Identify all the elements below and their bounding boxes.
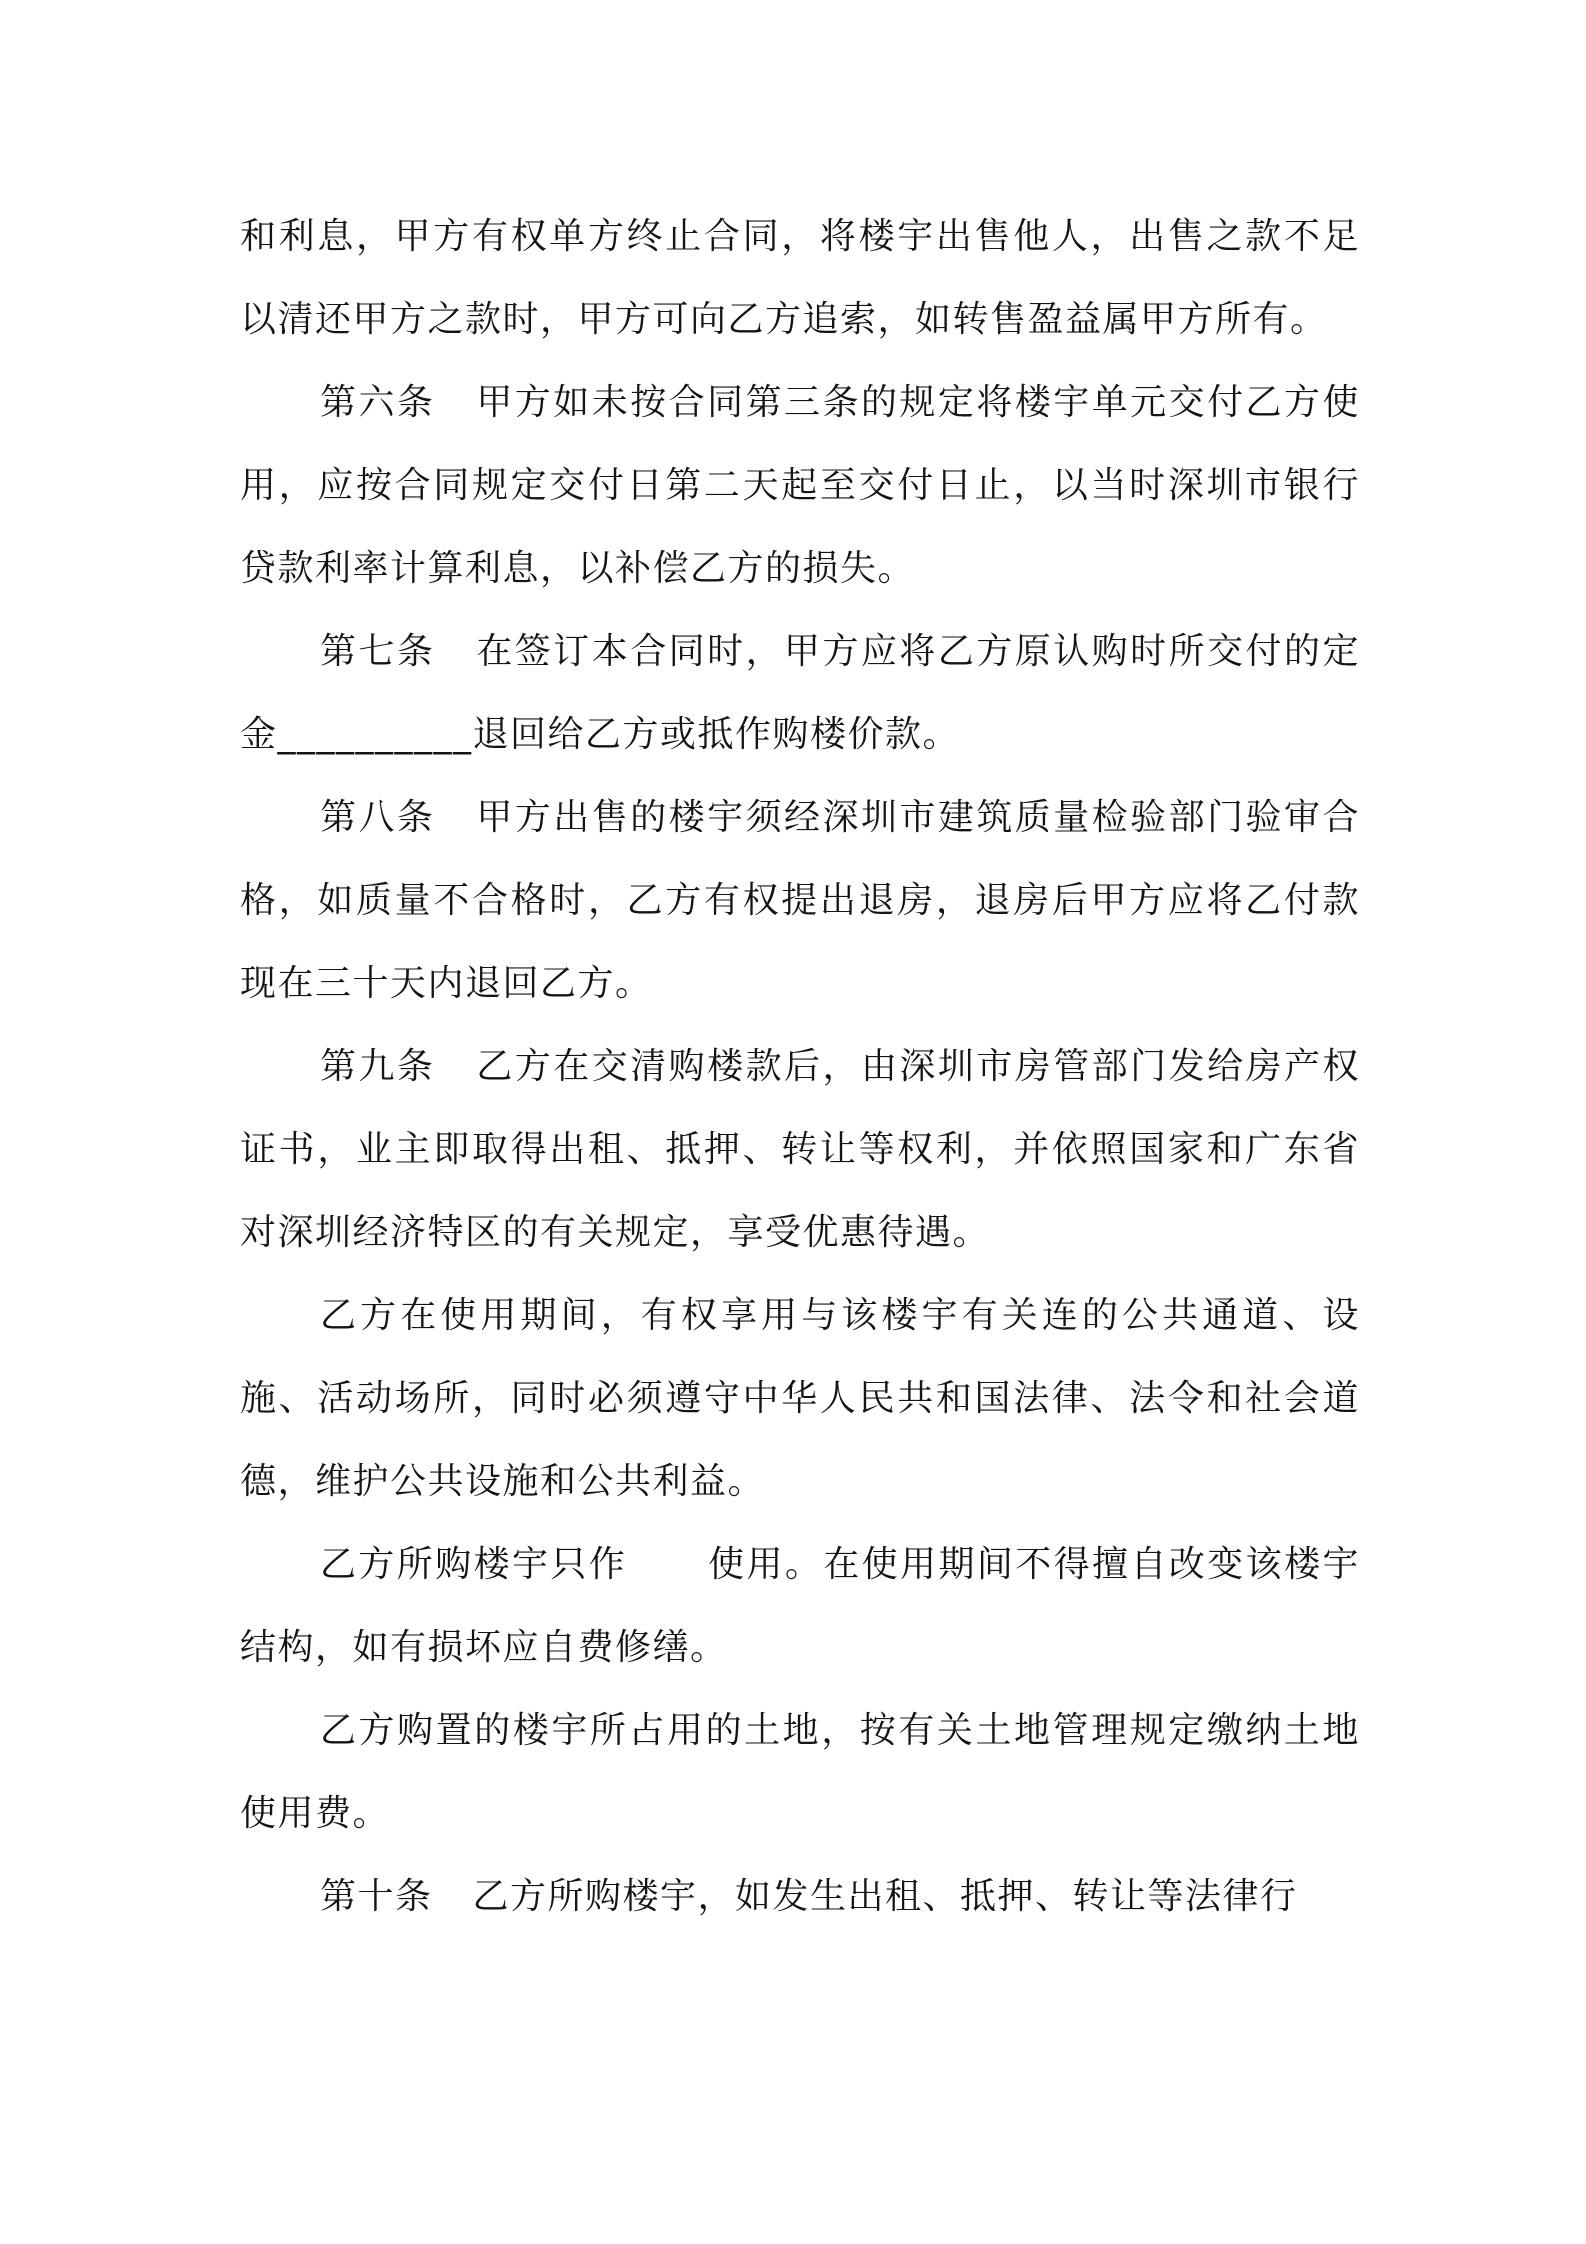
article-number: 第七条 (320, 631, 436, 672)
article-number: 第十条 (320, 1876, 433, 1917)
article-7 (240, 610, 1360, 776)
paragraph-usage-purpose (240, 1523, 1360, 1689)
article-10 (240, 1855, 1360, 1938)
article-text: 乙方所购楼宇，如发生出租、抵押、转让等法律行 (472, 1876, 1298, 1917)
article-9 (240, 1025, 1360, 1274)
paragraph-usage-rights (240, 1274, 1360, 1523)
paragraph-continued (240, 195, 1360, 361)
article-8 (240, 776, 1360, 1025)
article-6 (240, 361, 1360, 610)
article-text: 乙方在交清购楼款后，由深圳市房管部门发给房产权证书，业主即取得出租、抵押、转让等权利，并依照国家和广东省对深圳经济特区的有关规定，享受优惠待遇。 (240, 1046, 1360, 1253)
paragraph-text-after-blank: 使用。在使用期间不得擅自改变该楼宇结构，如有损坏应自费修缮。 (240, 1544, 1360, 1668)
paragraph-text: 乙方购置的楼宇所占用的土地，按有关土地管理规定缴纳土地使用费。 (240, 1710, 1360, 1834)
article-text: 在签订本合同时，甲方应将乙方原认购时所交付的定金__________退回给乙方或抵作购楼价款。 (240, 631, 1360, 755)
paragraph-land-fee (240, 1689, 1360, 1855)
article-number: 第八条 (320, 797, 436, 838)
article-text: 甲方如未按合同第三条的规定将楼宇单元交付乙方使用，应按合同规定交付日第二天起至交付日止，以当时深圳市银行贷款利率计算利息，以补偿乙方的损失。 (240, 382, 1360, 589)
contract-body (240, 195, 1360, 1938)
paragraph-text: 乙方在使用期间，有权享用与该楼宇有关连的公共通道、设施、活动场所，同时必须遵守中华人民共和国法律、法令和社会道德，维护公共设施和公共利益。 (240, 1295, 1360, 1502)
paragraph-text: 和利息，甲方有权单方终止合同，将楼宇出售他人，出售之款不足以清还甲方之款时，甲方可向乙方追索，如转售盈益属甲方所有。 (240, 216, 1360, 340)
article-text: 甲方出售的楼宇须经深圳市建筑质量检验部门验审合格，如质量不合格时，乙方有权提出退房，退房后甲方应将乙付款现在三十天内退回乙方。 (240, 797, 1360, 1004)
article-number: 第六条 (320, 382, 436, 423)
paragraph-text-before-blank: 乙方所购楼宇只作 (320, 1544, 628, 1585)
article-number: 第九条 (320, 1046, 436, 1087)
